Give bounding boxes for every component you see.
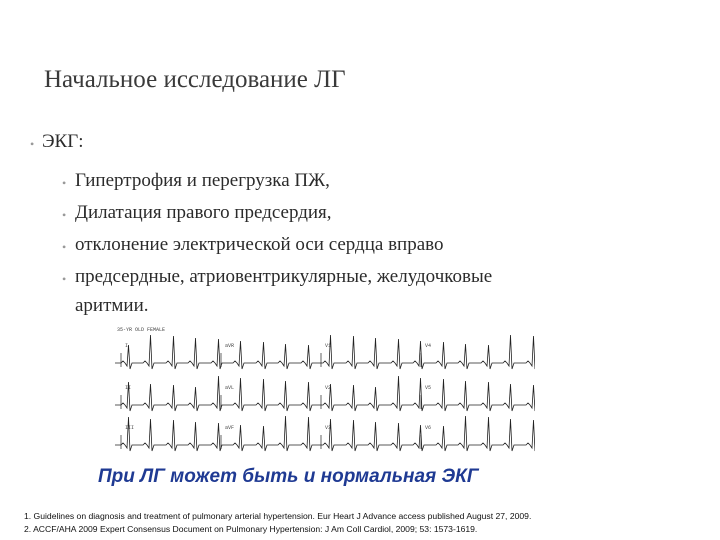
ecg-lead-label: III xyxy=(125,425,135,431)
reference-1: 1. Guidelines on diagnosis and treatment of pulmonary arterial hypertension. Eur Heart J Advance access published August 27, 2009. xyxy=(24,511,532,521)
bullet-dot: • xyxy=(62,176,67,190)
bullet-ecg: ЭКГ: xyxy=(42,131,84,152)
bullet-dot: • xyxy=(30,137,35,151)
ecg-lead-label: II xyxy=(125,385,132,391)
ecg-header: 35-YR OLD FEMALE xyxy=(117,327,166,333)
bullet-dot: • xyxy=(62,240,67,254)
ecg-lead-label: aVF xyxy=(225,425,235,431)
ecg-lead-label: V2 xyxy=(325,385,332,391)
ecg-lead-label: V5 xyxy=(425,385,432,391)
ecg-lead-label: V4 xyxy=(425,343,432,349)
sub-bullet-3: отклонение электрической оси сердца вправо xyxy=(75,234,444,255)
reference-2: 2. ACCF/AHA 2009 Expert Consensus Document on Pulmonary Hypertension: J Am Coll Cardiol, 2009; 53: 1573-1619. xyxy=(24,524,478,534)
sub-bullet-1: Гипертрофия и перегрузка ПЖ, xyxy=(75,170,330,191)
ecg-lead-label: I xyxy=(125,343,129,349)
bullet-dot: • xyxy=(62,272,67,286)
sub-bullet-2: Дилатация правого предсердия, xyxy=(75,202,332,223)
ecg-lead-label: V3 xyxy=(325,425,332,431)
references xyxy=(24,510,531,536)
page-title: Начальное исследование ЛГ xyxy=(44,66,346,93)
sub-bullet-4-continued: аритмии. xyxy=(75,295,149,316)
ecg-caption: При ЛГ может быть и нормальная ЭКГ xyxy=(98,466,479,487)
ecg-lead-label: V6 xyxy=(425,425,432,431)
bullet-dot: • xyxy=(62,208,67,222)
ecg-image xyxy=(115,325,535,465)
ecg-lead-label: aVL xyxy=(225,385,235,391)
sub-bullet-4: предсердные, атриовентрикулярные, желудочковые xyxy=(75,266,493,287)
ecg-lead-label: aVR xyxy=(225,343,235,349)
ecg-lead-label: V1 xyxy=(325,343,332,349)
